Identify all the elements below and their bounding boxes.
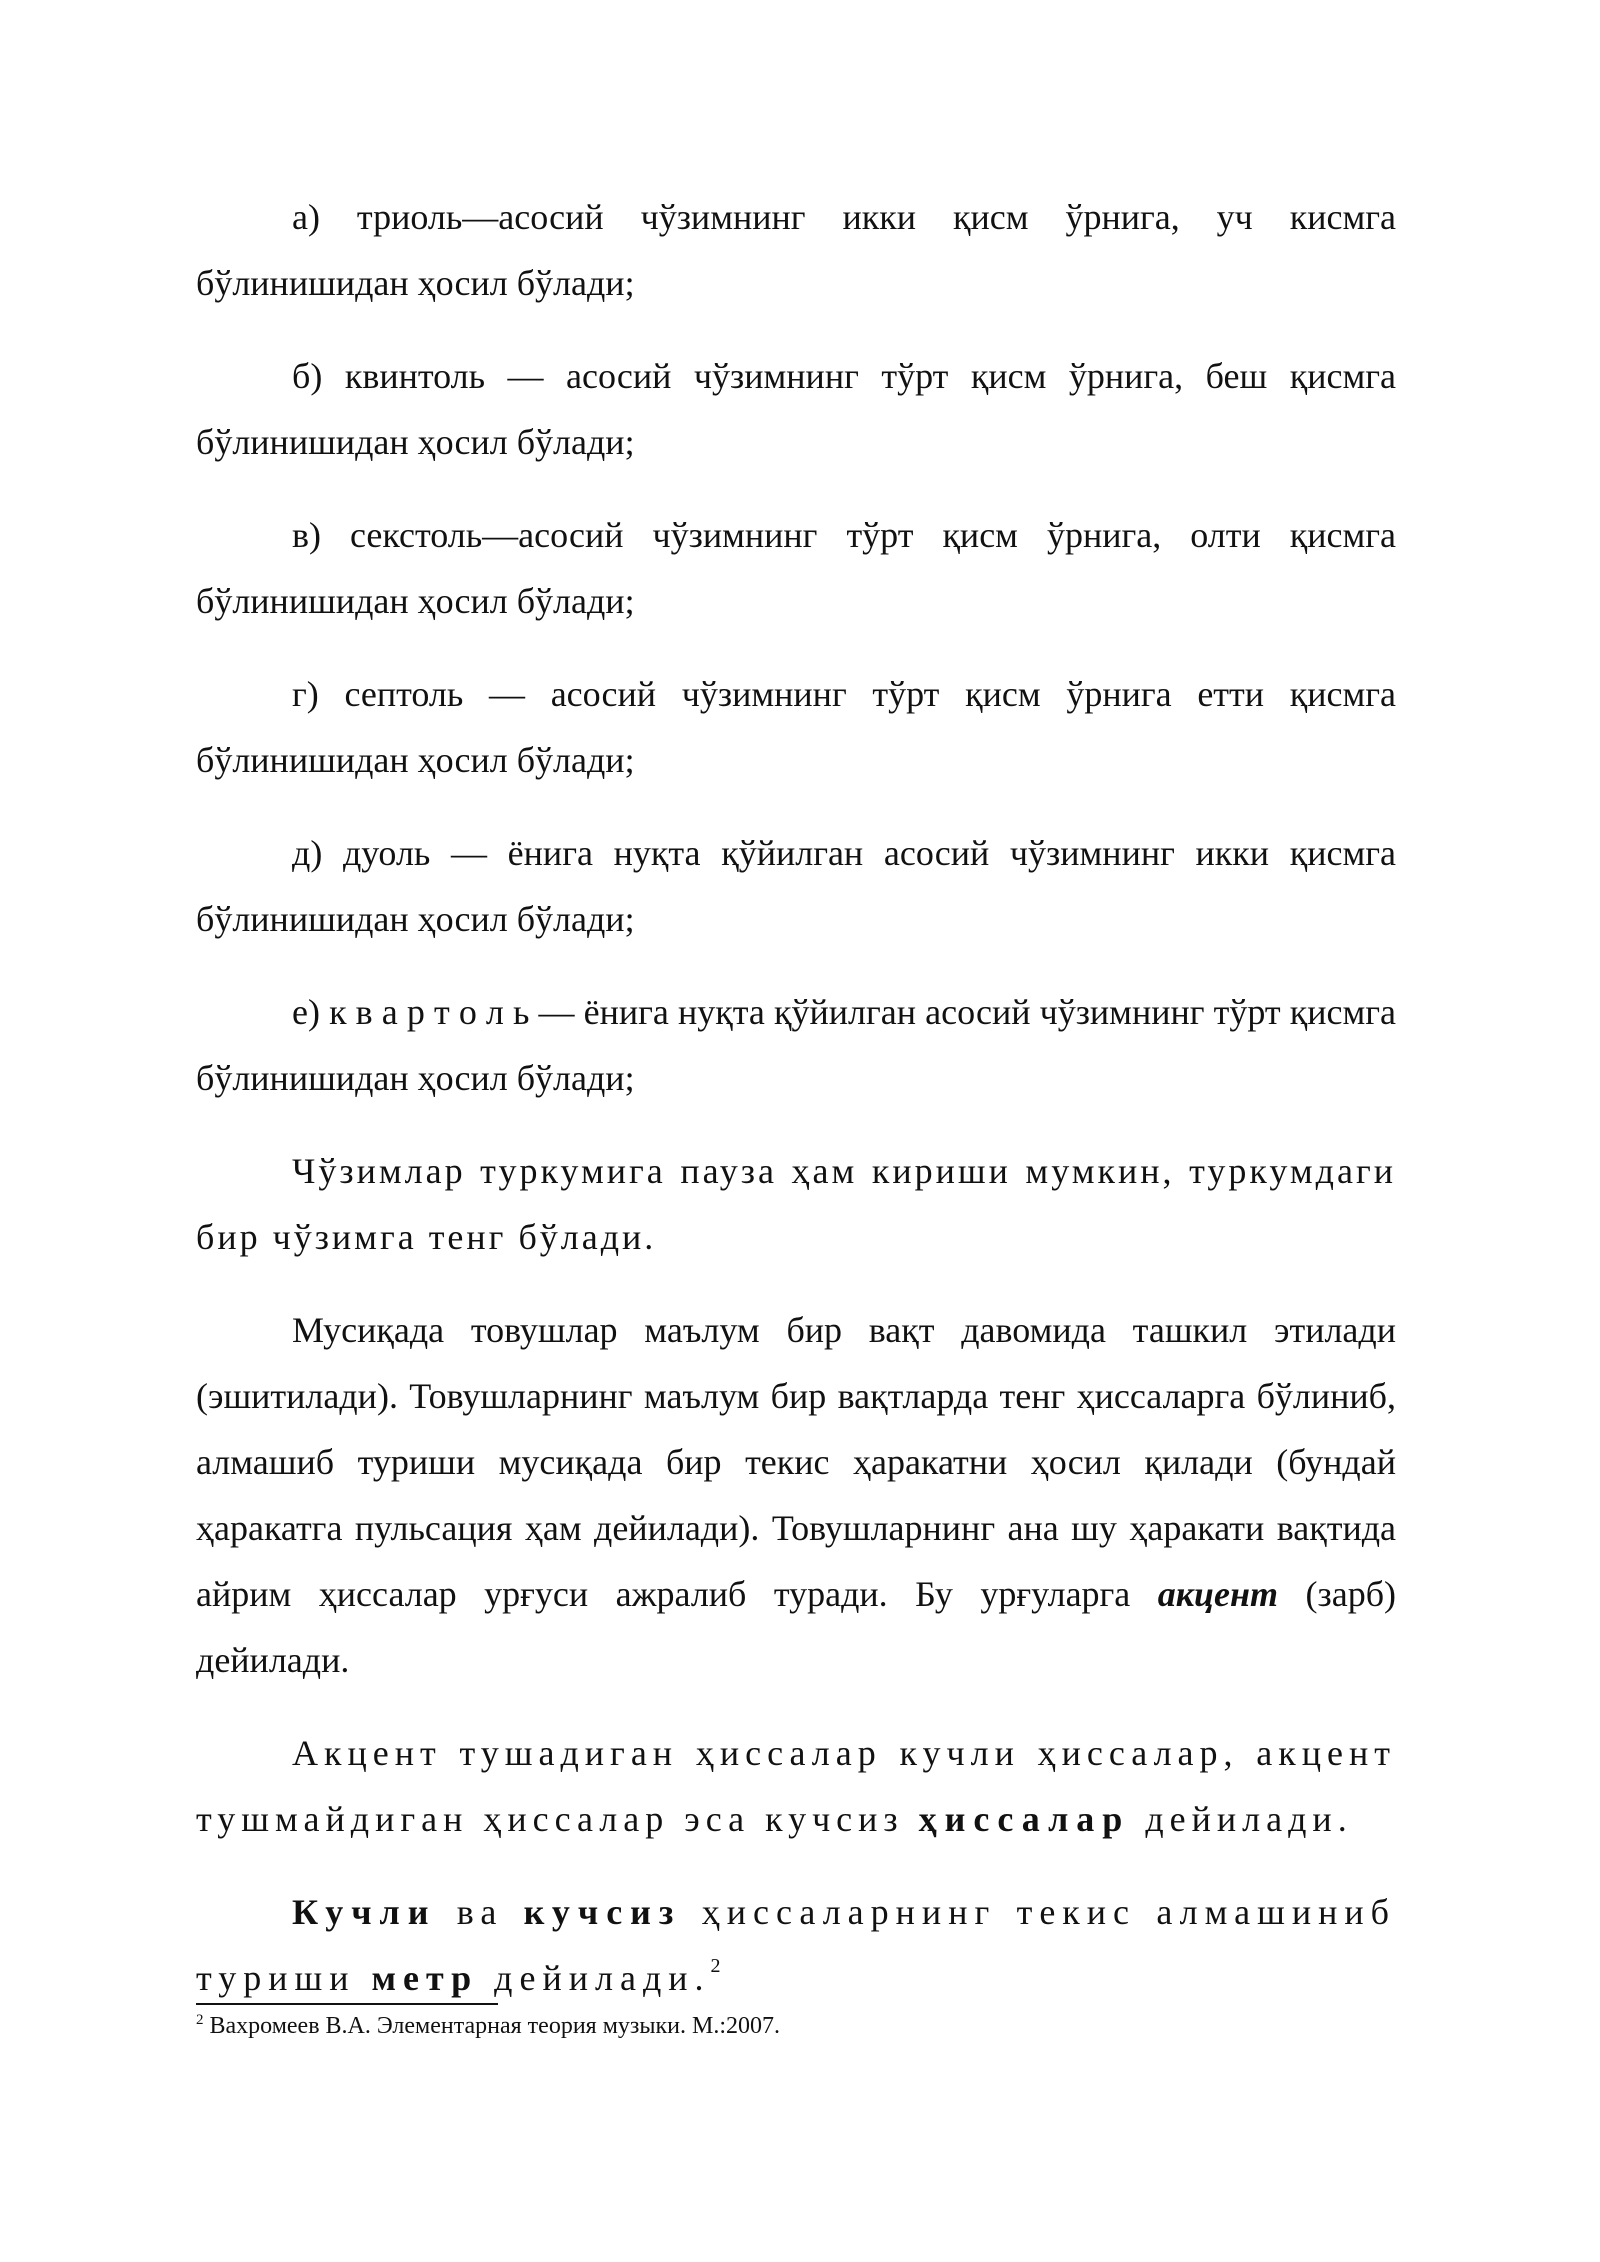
footnote-number: 2 (196, 2012, 204, 2028)
term-strong: Кучли (292, 1892, 437, 1932)
list-item-a (196, 184, 1396, 316)
term-metre: метр (371, 1958, 479, 1998)
paragraph-text: ва (436, 1892, 524, 1932)
item-text: септоль — асосий чўзимнинг тўрт қисм ўрнига етти қисмга бўлинишидан ҳосил бўлади; (196, 674, 1396, 780)
item-text: дуоль — ёнига нуқта қўйилган асосий чўзимнинг икки қисмга бўлинишидан ҳосил бўлади; (196, 833, 1396, 939)
list-item-d (196, 820, 1396, 952)
footnote-text: Вахромеев В.А. Элементарная теория музыки. М.:2007. (203, 2013, 781, 2039)
list-item-b (196, 343, 1396, 475)
paragraph-text: Акцент тушадиган ҳиссалар кучли ҳиссалар, акцент тушмайдиган ҳиссалар эса кучсиз (196, 1733, 1396, 1839)
footnote (196, 2013, 780, 2040)
item-text: триоль—асосий чўзимнинг икки қисм ўрнига, уч кисмга бўлинишидан ҳосил бўлади; (196, 197, 1396, 303)
list-item-e (196, 979, 1396, 1111)
item-letter: г) (292, 674, 319, 714)
document-page (196, 184, 1396, 2038)
term-accent: акцент (1157, 1574, 1279, 1614)
item-letter: а) (292, 197, 320, 237)
item-text: — ёнига нуқта қўйилган асосий чўзимнинг тўрт қисмга бўлинишидан ҳосил бўлади; (196, 992, 1396, 1098)
list-item-v (196, 502, 1396, 634)
item-letter: в) (292, 515, 321, 555)
list-item-g (196, 661, 1396, 793)
paragraph-music (196, 1297, 1396, 1693)
paragraph-tail: дейилади. (478, 1958, 711, 1998)
item-letter: б) (292, 356, 323, 396)
paragraph-text: ҳиссаларнинг текис алмашиниб туриши (196, 1892, 1396, 1998)
item-text: квинтоль — асосий чўзимнинг тўрт қисм ўрнига, беш қисмга бўлинишидан ҳосил бўлади; (196, 356, 1396, 462)
paragraph-tail: (зарб) дейилади. (196, 1574, 1396, 1680)
paragraph-tail: дейилади. (1130, 1799, 1353, 1839)
item-spaced-term: к в а р т о л ь (319, 992, 539, 1032)
footnote-separator (196, 2003, 498, 2005)
term-hissalar: ҳиссалар (918, 1799, 1131, 1839)
paragraph-metre (196, 1879, 1396, 2011)
item-text: секстоль—асосий чўзимнинг тўрт қисм ўрнига, олти қисмга бўлинишидан ҳосил бўлади; (196, 515, 1396, 621)
term-weak: кучсиз (523, 1892, 682, 1932)
paragraph-pause: Чўзимлар туркумига пауза ҳам кириши мумкин, туркумдаги бир чўзимга тенг бўлади. (196, 1151, 1396, 1257)
footnote-ref: 2 (710, 1955, 728, 1977)
item-letter: д) (292, 833, 323, 873)
paragraph-text: Мусиқада товушлар маълум бир вақт давомида ташкил этилади (эшитилади). Товушларнинг маълум бир вақтларда тенг ҳиссаларга бўлиниб, алмашиб туриши мусиқада бир текис ҳаракатни ҳосил қилади (бундай ҳаракатга пульсация ҳам дейилади). Товушларнинг ана шу ҳаракати вақтида айрим ҳиссалар урғуси ажралиб туради. Бу урғуларга (196, 1310, 1396, 1614)
paragraph-accent (196, 1720, 1396, 1852)
item-letter: е) (292, 992, 320, 1032)
